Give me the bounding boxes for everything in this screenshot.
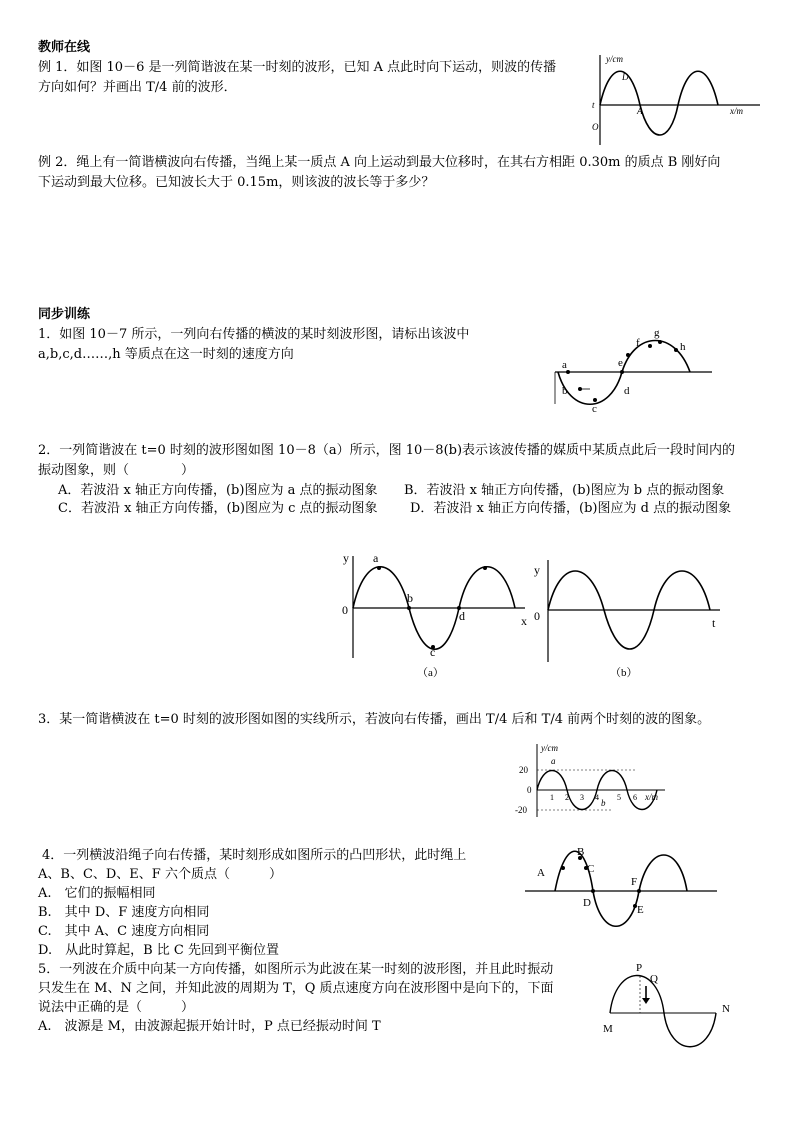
q5-label-q: Q [650,973,658,985]
example1-line2: 方向如何？并画出 T/4 前的波形． [38,80,237,95]
q1-label-a: a [562,359,567,371]
q3-ylabel: y/cm [541,743,558,753]
q5-option-a: A. 波源是 M，由波源起振开始计时，P 点已经振动时间 T [38,1019,381,1034]
q5-wave-figure [598,958,743,1056]
example1-figure [590,50,770,150]
q1-label-d: d [624,385,630,397]
q4-label-b: B [577,846,585,858]
q5-label-n: N [722,1003,730,1015]
example2-line2: 下运动到最大位移。已知波长大于 0.15m，则该波的波长等于多少？ [38,175,435,190]
q4-option-b: B. 其中 D、F 速度方向相同 [38,905,210,920]
section-title-teacher: 教师在线 [38,40,91,55]
q4-option-a: A. 它们的振幅相同 [38,886,156,901]
example2-line1: 例 2．绳上有一简谐横波向右传播，当绳上某一质点 A 向上运动到最大位移时，在其右方相距 0.30m 的质点 B 刚好向 [38,155,721,170]
q1-line2: a,b,c,d……,h 等质点在这一时刻的速度方向 [38,347,294,362]
q3-line1: 3．某一简谐横波在 t=0 时刻的波形图如图的实线所示，若波向右传播，画出 T/4 后和 T/4 前两个时刻的波的图象。 [38,712,711,727]
q3-y20: 20 [519,765,528,775]
q2a-label-a: a [373,551,379,565]
q1-line1: 1．如图 10－7 所示，一列向右传播的横波的某时刻波形图，请标出该波中 [38,327,470,342]
q2-option-d: D．若波沿 x 轴正方向传播，(b)图应为 d 点的振动图象 [410,501,732,516]
q2a-y: y [343,551,349,565]
q1-label-c: c [592,403,597,415]
q4-line1: 4．一列横波沿绳子向右传播，某时刻形成如图所示的凸凹形状，此时绳上 [42,848,467,863]
q4-label-c: C [587,863,595,875]
q2a-label-d: d [459,609,465,623]
q4-line2: A、B、C、D、E、F 六个质点（ ） [38,867,282,882]
q5-label-m: M [603,1023,613,1035]
q3-figure [505,742,680,822]
ex1-point-d: D [622,72,629,82]
q2-line2: 振动图象，则（ ） [38,463,195,478]
ex1-xlabel: x/m [730,106,743,116]
q2-figure-a [335,548,535,683]
q2-option-a: A．若波沿 x 轴正方向传播，(b)图应为 a 点的振动图象 [58,483,378,498]
q5-line3: 说法中正确的是（ ） [38,1000,195,1015]
ex1-origin: O [592,122,599,132]
q4-option-c: C. 其中 A、C 速度方向相同 [38,924,210,939]
q1-label-g: g [654,327,660,339]
q5-label-p: P [636,962,643,974]
q2b-origin: 0 [534,609,540,623]
q3-label-b: b [601,798,606,808]
q2a-label-b: b [407,591,413,605]
q1-wave-figure [540,320,720,415]
ex1-point-a: A [637,106,643,116]
q2-option-b: B．若波沿 x 轴正方向传播，(b)图应为 b 点的振动图象 [404,483,725,498]
q5-line1: 5．一列波在介质中向某一方向传播，如图所示为此波在某一时刻的波形图，并且此时振动 [38,962,554,977]
q2a-caption: （a） [417,667,444,679]
q3-tick-3: 3 [580,793,584,802]
q3-tick-4: 4 [595,793,599,802]
q2a-label-c: c [430,645,436,659]
example1-line1: 例 1．如图 10－6 是一列简谐波在某一时刻的波形，已知 A 点此时向下运动，则波的传播 [38,60,557,75]
q4-option-d: D. 从此时算起，B 比 C 先回到平衡位置 [38,943,279,958]
q3-tick-2: 2 [565,793,569,802]
q2-figure-b [530,560,730,685]
q4-label-a: A [537,867,545,879]
ex1-left-label: t [592,100,595,110]
q2b-caption: （b） [610,667,638,679]
q2a-x: x [521,614,527,628]
q3-tick-5: 5 [617,793,621,802]
q3-ym20: -20 [515,805,527,815]
q2-option-c: C．若波沿 x 轴正方向传播，(b)图应为 c 点的振动图象 [58,501,378,516]
q3-label-a: a [551,756,556,766]
section-title-practice: 同步训练 [38,307,91,322]
q2b-y: y [534,563,540,577]
q1-label-f: f [636,337,640,349]
q2-line1: 2．一列简谐波在 t=0 时刻的波形图如图 10－8（a）所示，图 10－8(b)表示该波传播的媒质中某质点此后一段时间内的 [38,443,736,458]
ex1-ylabel: y/cm [606,54,623,64]
q2a-origin: 0 [342,603,348,617]
q4-label-d: D [583,897,591,909]
q4-label-f: F [631,876,638,888]
q4-label-e: E [637,904,644,916]
q1-label-e: e [618,357,623,369]
q3-xlabel: x/m [645,792,658,802]
q1-label-b: b [562,385,568,397]
q1-label-h: h [680,341,686,353]
q3-origin: 0 [527,785,532,795]
q3-tick-6: 6 [633,793,637,802]
q4-rope-figure [525,838,725,923]
q3-tick-1: 1 [550,793,554,802]
q2b-t: t [712,616,716,630]
q5-line2: 只发生在 M、N 之间，并知此波的周期为 T，Q 质点速度方向在波形图中是向下的，下面 [38,981,554,996]
